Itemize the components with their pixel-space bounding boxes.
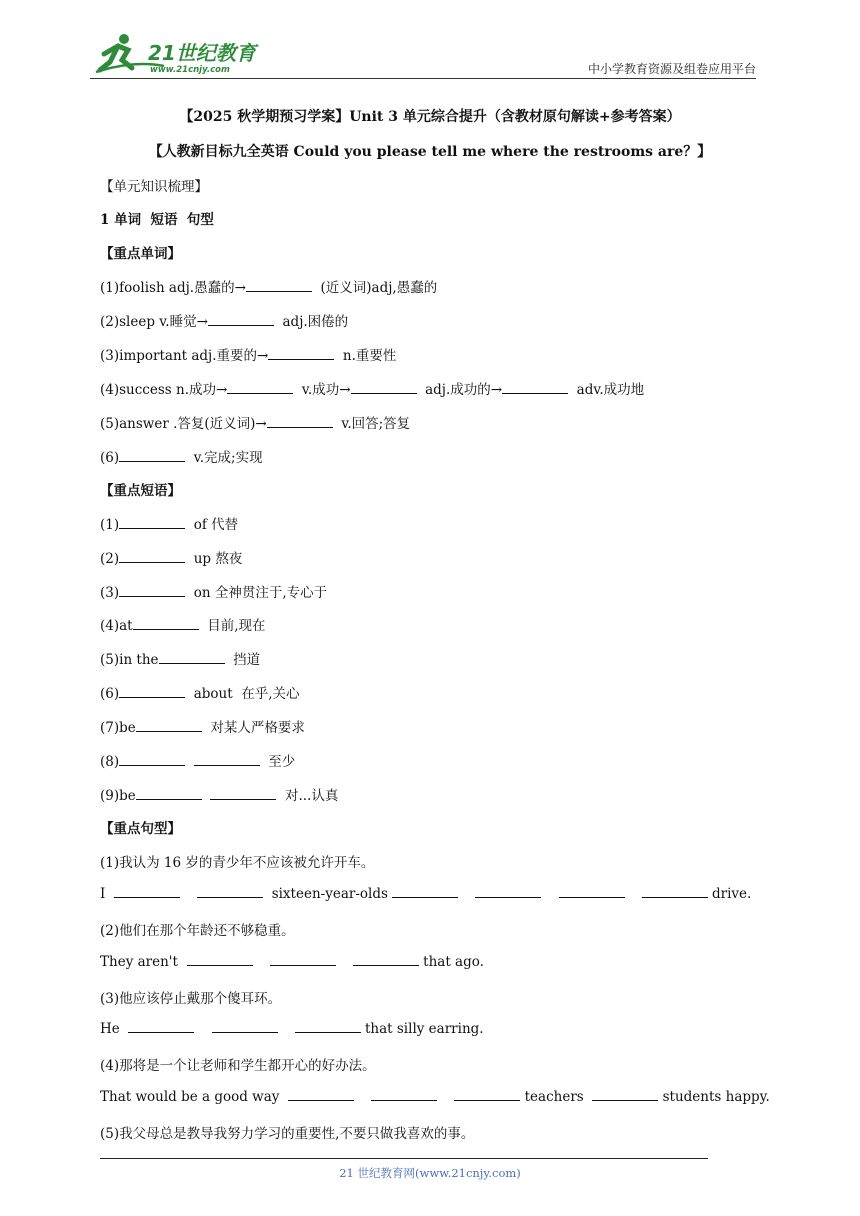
answer-blank bbox=[210, 787, 276, 800]
sentence-cn: (5)我父母总是教导我努力学习的重要性,不要只做我喜欢的事。 bbox=[100, 1126, 475, 1142]
svg-text:www.21cnjy.com: www.21cnjy.com bbox=[150, 65, 230, 75]
phrase-item: (8) 至少 bbox=[100, 754, 296, 770]
header-divider bbox=[90, 78, 756, 79]
sentence-item: He that silly earring. bbox=[100, 1021, 484, 1037]
answer-blank bbox=[592, 1088, 658, 1101]
answer-blank bbox=[119, 449, 185, 462]
answer-blank bbox=[642, 885, 708, 898]
phrase-item: (1) of 代替 bbox=[100, 517, 239, 533]
answer-blank bbox=[246, 279, 312, 292]
sentence-cn: (1)我认为 16 岁的青少年不应该被允许开车。 bbox=[100, 855, 375, 871]
answer-blank bbox=[114, 885, 180, 898]
answer-blank bbox=[187, 953, 253, 966]
answer-blank bbox=[136, 787, 202, 800]
section-title: 1 单词 短语 句型 bbox=[100, 212, 214, 228]
answer-blank bbox=[475, 885, 541, 898]
sentence-item: That would be a good way teachers students happy. bbox=[100, 1089, 770, 1105]
answer-blank bbox=[119, 550, 185, 563]
answer-blank bbox=[128, 1020, 194, 1033]
answer-blank bbox=[208, 313, 274, 326]
phrase-item: (3) on 全神贯注于,专心于 bbox=[100, 585, 328, 601]
document-subtitle: 【人教新目标九全英语 Could you please tell me where the restrooms are？】 bbox=[148, 144, 712, 160]
answer-blank bbox=[371, 1088, 437, 1101]
phrase-item: (7)be 对某人严格要求 bbox=[100, 720, 305, 736]
sentence-cn: (3)他应该停止戴那个傻耳环。 bbox=[100, 991, 282, 1007]
footer-link[interactable]: 21 世纪教育网(www.21cnjy.com) bbox=[339, 1166, 521, 1180]
answer-blank bbox=[119, 753, 185, 766]
svg-text:21世纪教育: 21世纪教育 bbox=[148, 41, 256, 65]
answer-blank bbox=[227, 381, 293, 394]
sentence-cn: (4)那将是一个让老师和学生都开心的好办法。 bbox=[100, 1058, 376, 1074]
phrase-item: (5)in the 挡道 bbox=[100, 652, 261, 668]
answer-blank bbox=[454, 1088, 520, 1101]
answer-blank bbox=[119, 685, 185, 698]
page-header bbox=[90, 32, 756, 78]
document-title: 【2025 秋学期预习学案】Unit 3 单元综合提升（含教材原句解读+参考答案） bbox=[179, 109, 681, 125]
phrase-item: (9)be 对...认真 bbox=[100, 788, 339, 804]
answer-blank bbox=[288, 1088, 354, 1101]
answer-blank bbox=[353, 953, 419, 966]
section-header: 【单元知识梳理】 bbox=[100, 179, 208, 195]
answer-blank bbox=[119, 584, 185, 597]
answer-blank bbox=[268, 347, 334, 360]
answer-blank bbox=[559, 885, 625, 898]
word-item: (4)success n.成功→ v.成功→ adj.成功的→ adv.成功地 bbox=[100, 382, 645, 398]
site-name: 中小学教育资源及组卷应用平台 bbox=[587, 62, 756, 76]
answer-blank bbox=[212, 1020, 278, 1033]
word-item: (3)important adj.重要的→ n.重要性 bbox=[100, 348, 397, 364]
sentence-item: They aren't that ago. bbox=[100, 954, 484, 970]
answer-blank bbox=[392, 885, 458, 898]
answer-blank bbox=[194, 753, 260, 766]
answer-blank bbox=[351, 381, 417, 394]
words-header: 【重点单词】 bbox=[100, 246, 181, 262]
answer-blank bbox=[270, 953, 336, 966]
answer-blank bbox=[267, 415, 333, 428]
word-item: (2)sleep v.睡觉→ adj.困倦的 bbox=[100, 314, 349, 330]
answer-blank bbox=[197, 885, 263, 898]
answer-blank bbox=[136, 719, 202, 732]
word-item: (5)answer .答复(近义词)→ v.回答;答复 bbox=[100, 416, 411, 432]
sentences-header: 【重点句型】 bbox=[100, 821, 181, 837]
word-item: (6) v.完成;实现 bbox=[100, 450, 263, 466]
answer-blank bbox=[502, 381, 568, 394]
footer-divider bbox=[100, 1158, 708, 1159]
sentence-item: I sixteen-year-olds drive. bbox=[100, 886, 752, 902]
phrases-header: 【重点短语】 bbox=[100, 483, 181, 499]
answer-blank bbox=[295, 1020, 361, 1033]
phrase-item: (4)at 目前,现在 bbox=[100, 618, 266, 634]
logo-21cnjy bbox=[94, 32, 264, 78]
answer-blank bbox=[133, 617, 199, 630]
sentence-cn: (2)他们在那个年龄还不够稳重。 bbox=[100, 923, 295, 939]
phrase-item: (6) about 在乎,关心 bbox=[100, 686, 300, 702]
phrase-item: (2) up 熬夜 bbox=[100, 551, 243, 567]
answer-blank bbox=[159, 651, 225, 664]
word-item: (1)foolish adj.愚蠢的→ (近义词)adj,愚蠢的 bbox=[100, 280, 438, 296]
answer-blank bbox=[119, 516, 185, 529]
